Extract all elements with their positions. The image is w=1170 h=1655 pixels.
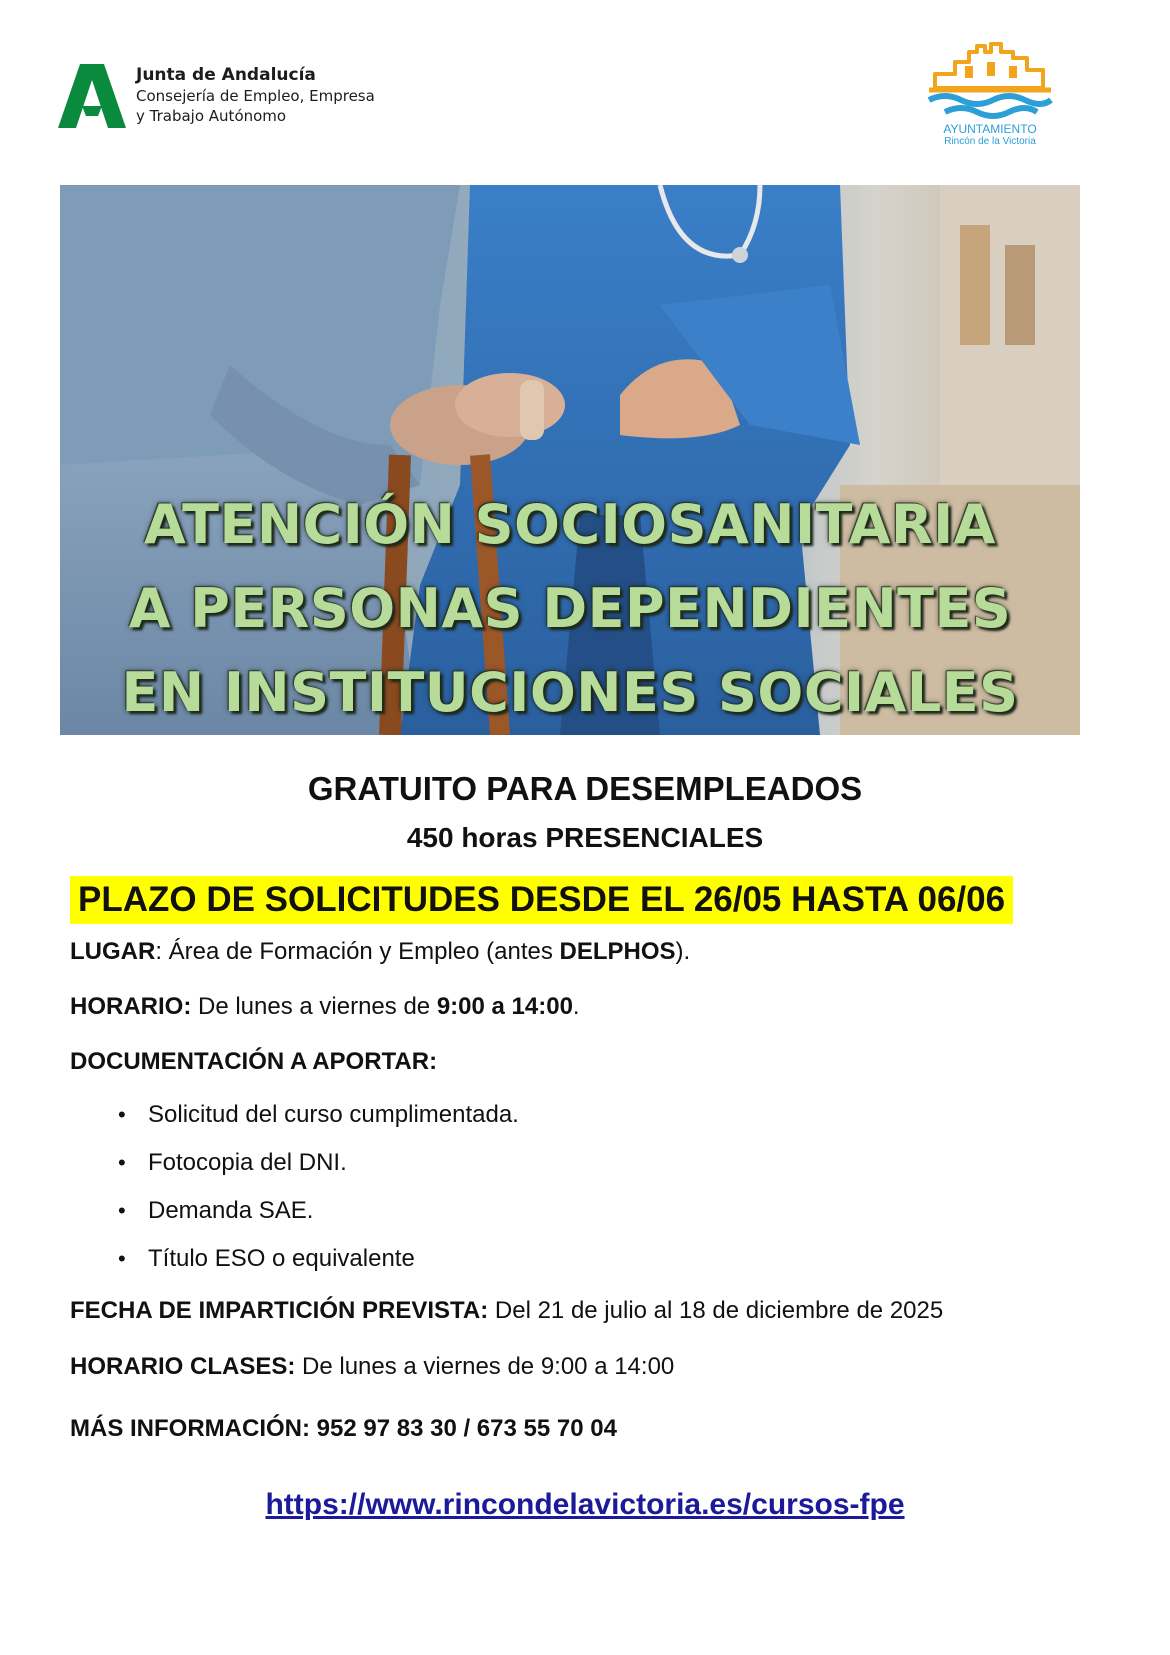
horario-text: De lunes a viernes de <box>191 993 437 1020</box>
lugar-line <box>70 937 690 967</box>
course-url-link[interactable] <box>0 1488 1170 1522</box>
lugar-end: ). <box>675 938 691 965</box>
bullet-icon: • <box>118 1198 126 1223</box>
free-for-unemployed-heading: GRATUITO PARA DESEMPLEADOS <box>307 770 863 807</box>
bullet-icon: • <box>118 1102 126 1127</box>
horario-end: . <box>572 993 580 1020</box>
fecha-label: FECHA DE IMPARTICIÓN PREVISTA: <box>70 1297 489 1324</box>
doc-item-text: Demanda SAE. <box>148 1197 314 1224</box>
horario-hours: 9:00 a 14:00 <box>436 993 573 1020</box>
junta-subtitle-2: y Trabajo Autónomo <box>136 107 287 125</box>
info-phones: 952 97 83 30 / 673 55 70 04 <box>309 1415 617 1442</box>
bullet-icon: • <box>118 1150 126 1175</box>
application-deadline: PLAZO DE SOLICITUDES DESDE EL 26/05 HASTA 06/06 <box>70 876 1013 924</box>
doc-item-text: Fotocopia del DNI. <box>148 1149 347 1176</box>
list-item <box>118 1100 519 1148</box>
docs-label: DOCUMENTACIÓN A APORTAR: <box>70 1048 438 1075</box>
junta-a-icon <box>58 62 126 130</box>
hero-title <box>60 483 1080 735</box>
horario-label: HORARIO: <box>70 993 192 1020</box>
course-hours: 450 horas PRESENCIALES <box>406 822 764 853</box>
clases-text: De lunes a viernes de 9:00 a 14:00 <box>295 1353 675 1380</box>
lugar-label: LUGAR <box>70 938 156 965</box>
list-item <box>118 1148 519 1196</box>
fecha-text: Del 21 de julio al 18 de diciembre de 2025 <box>488 1297 944 1324</box>
docs-list <box>118 1100 519 1292</box>
lugar-delphos: DELPHOS <box>559 938 676 965</box>
castle-icon <box>925 40 1055 122</box>
doc-item-text: Título ESO o equivalente <box>148 1245 415 1272</box>
info-line <box>70 1414 617 1444</box>
clases-label: HORARIO CLASES: <box>70 1353 296 1380</box>
horario-line <box>70 992 580 1022</box>
hero-photo <box>60 185 1080 735</box>
hero-title-line-2: A PERSONAS DEPENDIENTES <box>128 577 1012 640</box>
fecha-line <box>70 1296 943 1326</box>
list-item <box>118 1244 519 1292</box>
clases-line <box>70 1352 674 1382</box>
ayuntamiento-name: AYUNTAMIENTO <box>943 122 1037 136</box>
doc-item-text: Solicitud del curso cumplimentada. <box>148 1101 519 1128</box>
bullet-icon: • <box>118 1246 126 1271</box>
junta-subtitle-1: Consejería de Empleo, Empresa <box>136 87 375 105</box>
lugar-text: : Área de Formación y Empleo (antes <box>155 938 560 965</box>
junta-logo <box>58 62 388 132</box>
docs-heading <box>70 1047 437 1077</box>
list-item <box>118 1196 519 1244</box>
info-label: MÁS INFORMACIÓN: <box>70 1415 310 1442</box>
junta-title: Junta de Andalucía <box>136 65 316 85</box>
course-url[interactable]: https://www.rincondelavictoria.es/cursos-fpe <box>265 1488 905 1521</box>
ayuntamiento-logo <box>925 40 1055 152</box>
hero-title-line-1: ATENCIÓN SOCIOSANITARIA <box>144 493 996 556</box>
ayuntamiento-town: Rincón de la Victoria <box>944 136 1036 147</box>
hero-title-line-3: EN INSTITUCIONES SOCIALES <box>121 661 1019 724</box>
